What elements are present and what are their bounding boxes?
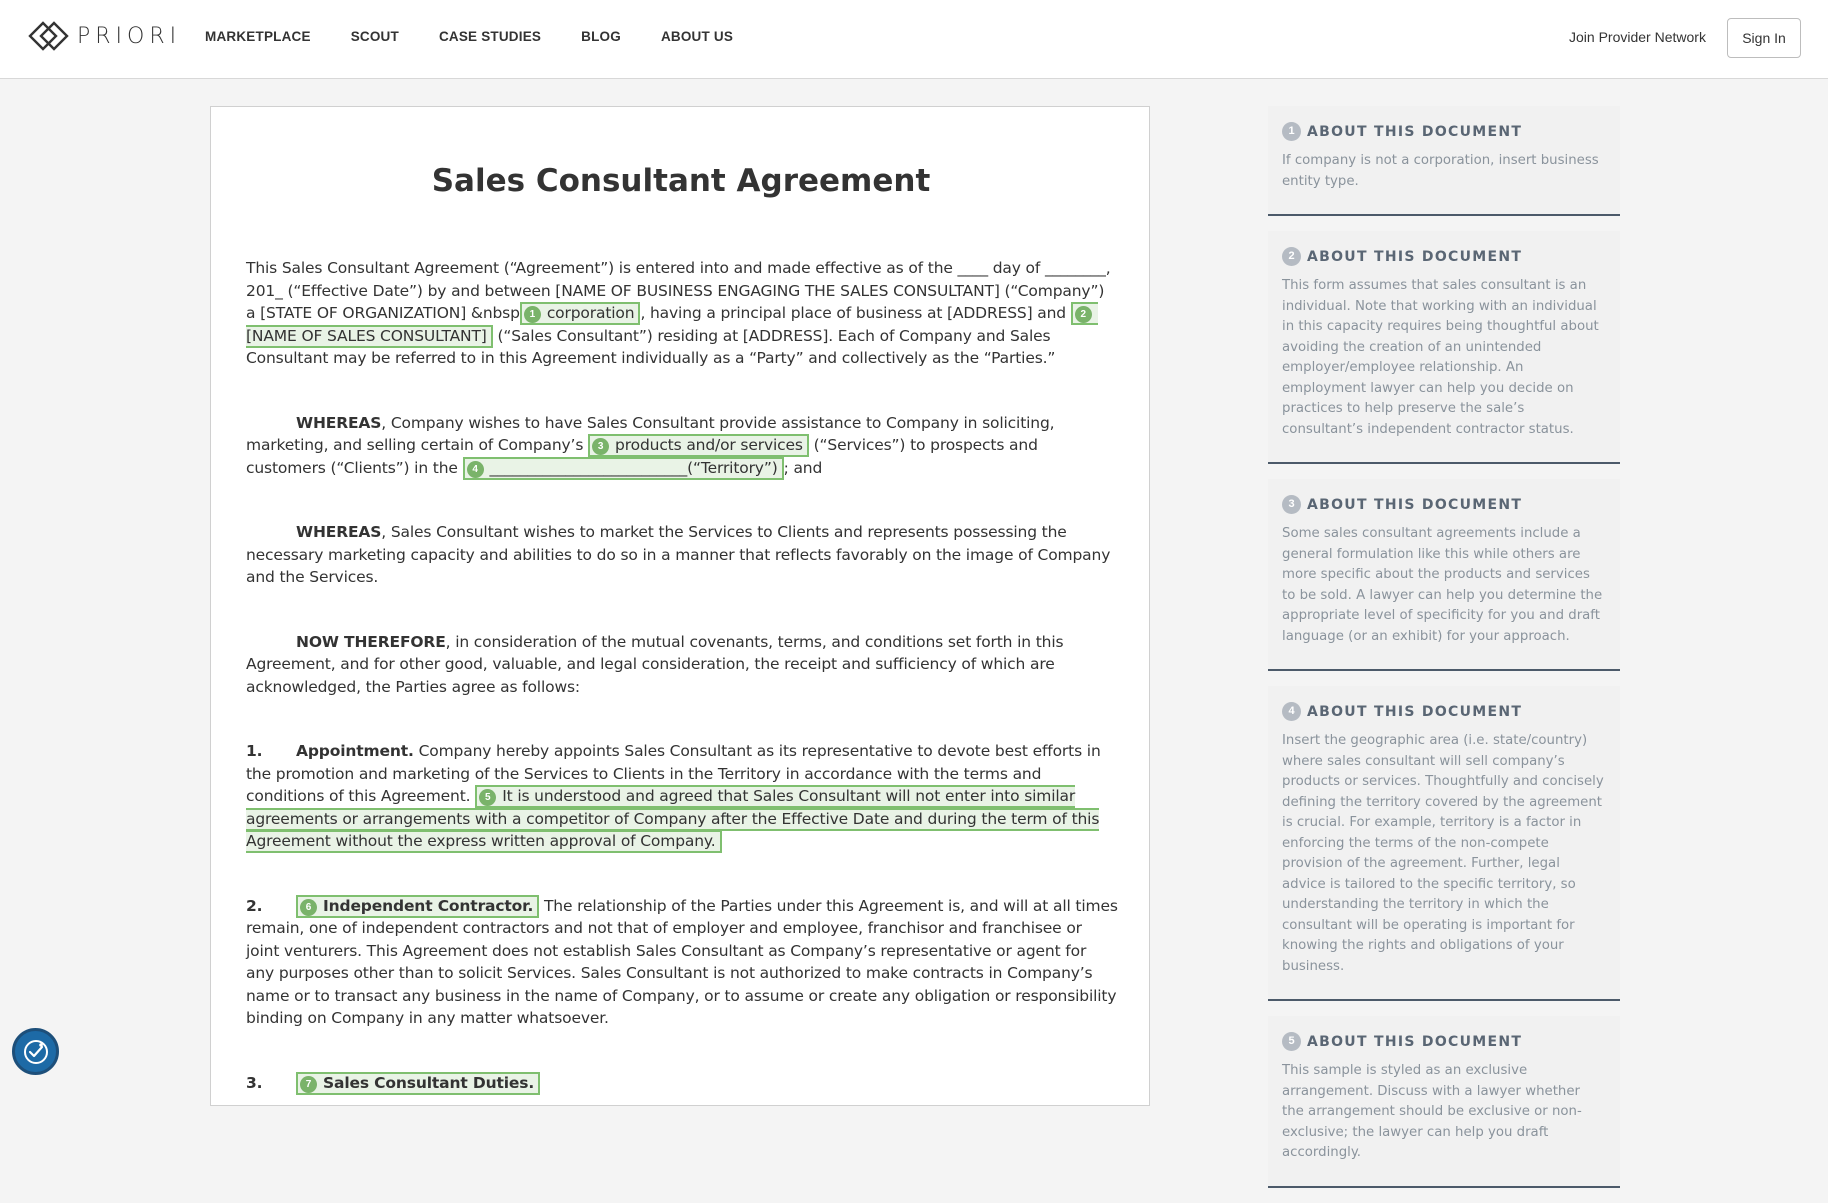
note-number-badge: 5 xyxy=(1282,1032,1301,1051)
note-number-badge: 2 xyxy=(1282,247,1301,266)
note-text: Some sales consultant agreements include a general formulation like this while others are more specific about the products and services to be sold. A lawyer can help you determine the appropriate level of specificity for you and draft language (or an exhibit) for your approach. xyxy=(1282,526,1603,644)
sign-in-button[interactable]: Sign In xyxy=(1727,18,1801,58)
section-number: 3. xyxy=(246,1073,263,1092)
document-paper xyxy=(210,106,1150,1106)
whereas-paragraph-1 xyxy=(246,412,1118,480)
top-navigation-bar xyxy=(0,0,1828,79)
text-run: ; and xyxy=(783,458,823,477)
text-run: The relationship of the Parties under this Agreement is, and will at all times remain, one of independent contractors and not that of employer and employee, franchisor and franchisee or joint venturers. This Agreement does not establish Sales Consultant as Company’s representative or agent for any purposes other than to solicit Services. Sales Consultant is not authorized to make contracts in Company’s name or to transact any business in the name of Company, or to assume or create any obligation or responsibility binding on Company in any matter whatsoever. xyxy=(246,896,1118,1027)
note-text: This sample is styled as an exclusive arrangement. Discuss with a lawyer whether the arrangement should be exclusive or non-exclusive; the lawyer can help you draft accordingly. xyxy=(1282,1063,1582,1160)
intro-paragraph xyxy=(246,257,1118,370)
text-run: , in consideration of the mutual covenants, terms, and conditions set forth in this Agreement, and for other good, valuable, and legal consideration, the receipt and sufficiency of which are acknowledged, the Parties agree as follows: xyxy=(246,632,1064,696)
text-run: This Sales Consultant Agreement (“Agreement”) is entered into and made effective as of the ____ day of ________, 201_ (“Effective Date”) by and between [NAME OF BUSINESS ENGAGING THE SALES CONSULTANT] (“Company”) a [STATE OF ORGANIZATION] &nbsp xyxy=(246,259,1111,322)
highlight-3[interactable] xyxy=(588,434,809,457)
highlight-text: It is understood and agreed that Sales Consultant will not enter into similar agreements or arrangements with a competitor of Company after the Effective Date and during the term of this Agreement without the express written approval of Company. xyxy=(246,787,1100,850)
note-text: Insert the geographic area (i.e. state/country) where sales consultant will sell company’s products or services. Thoughtfully and concisely defining the territory covered by the agreement is crucial. For example, territory is a factor in enforcing the terms of the non-compete provision of the agreement. Further, legal advice is tailored to the specific territory, so understanding the territory in which the consultant will be operating is important for knowing the rights and obligations of your business. xyxy=(1282,733,1604,974)
nav-marketplace[interactable]: MARKETPLACE xyxy=(205,29,311,44)
note-card-5[interactable] xyxy=(1268,1016,1620,1188)
section-3-duties xyxy=(246,1072,1118,1095)
section-heading: Independent Contractor. xyxy=(323,896,534,915)
section-number: 2. xyxy=(246,896,263,915)
section-heading: Appointment. xyxy=(296,742,414,760)
nav-case-studies[interactable]: CASE STUDIES xyxy=(438,29,542,44)
note-title: ABOUT THIS DOCUMENT xyxy=(1307,123,1523,140)
document-title: Sales Consultant Agreement xyxy=(431,163,931,199)
main-nav xyxy=(205,29,773,44)
annotation-badge-6: 6 xyxy=(300,899,317,916)
note-title: ABOUT THIS DOCUMENT xyxy=(1307,703,1523,720)
lead-word: WHEREAS xyxy=(296,413,382,432)
highlight-7[interactable] xyxy=(296,1072,540,1095)
note-title: ABOUT THIS DOCUMENT xyxy=(1307,248,1523,265)
note-title: ABOUT THIS DOCUMENT xyxy=(1307,496,1523,513)
accessibility-icon xyxy=(21,1037,51,1067)
lead-word: NOW THEREFORE xyxy=(296,632,446,651)
note-text: If company is not a corporation, insert business entity type. xyxy=(1282,153,1599,189)
note-header xyxy=(1282,702,1606,721)
highlight-4[interactable] xyxy=(463,457,784,480)
note-header xyxy=(1282,247,1606,266)
annotation-badge-5: 5 xyxy=(479,789,496,806)
annotation-badge-1: 1 xyxy=(524,306,541,323)
text-run: (“Services”) to prospects and customers (“Clients”) in the xyxy=(246,436,1038,477)
text-run: Company hereby appoints Sales Consultant as its representative to devote best efforts in the promotion and marketing of the Services to Clients in the Territory in accordance with the terms and conditions of this Agreement. xyxy=(246,742,1101,805)
section-number: 1. xyxy=(246,742,263,760)
note-card-4[interactable] xyxy=(1268,686,1620,1001)
section-1-appointment xyxy=(246,740,1118,853)
note-text: This form assumes that sales consultant is an individual. Note that working with an individual in this capacity requires being thoughtful about avoiding the creation of an unintended employer/employee relationship. An employment lawyer can help you decide on practices to help preserve the sale’s consultant’s independent contractor status. xyxy=(1282,278,1599,437)
annotation-sidebar xyxy=(1268,106,1620,1203)
section-heading: Sales Consultant Duties. xyxy=(323,1073,535,1092)
text-run: , having a principal place of business at [ADDRESS] and xyxy=(640,304,1071,322)
priori-logo[interactable] xyxy=(29,21,181,51)
document-body xyxy=(246,257,1118,1136)
highlight-text: products and/or services xyxy=(615,436,803,454)
note-card-1[interactable] xyxy=(1268,106,1620,216)
note-card-3[interactable] xyxy=(1268,479,1620,671)
text-run: , Company wishes to have Sales Consultant provide assistance to Company in soliciting, marketing, and selling certain of Company’s xyxy=(246,413,1055,454)
highlight-text: __________________________(“Territory”) xyxy=(489,458,778,477)
join-provider-network-link[interactable]: Join Provider Network xyxy=(1569,29,1706,45)
note-title: ABOUT THIS DOCUMENT xyxy=(1307,1033,1523,1050)
now-therefore-paragraph xyxy=(246,631,1118,699)
highlight-6[interactable] xyxy=(296,895,539,918)
accessibility-button[interactable] xyxy=(12,1028,59,1075)
note-number-badge: 3 xyxy=(1282,495,1301,514)
note-header xyxy=(1282,1032,1606,1051)
highlight-text: corporation xyxy=(546,304,635,322)
whereas-paragraph-2 xyxy=(246,521,1118,589)
nav-blog[interactable]: BLOG xyxy=(581,29,621,44)
note-number-badge: 1 xyxy=(1282,122,1301,141)
highlight-1[interactable] xyxy=(520,302,641,325)
text-run: , Sales Consultant wishes to market the Services to Clients and represents possessing the necessary marketing capacity and abilities to do so in a manner that reflects favorably on the image of Company and the Services. xyxy=(246,523,1111,586)
note-number-badge: 4 xyxy=(1282,702,1301,721)
annotation-badge-7: 7 xyxy=(300,1076,317,1093)
note-header xyxy=(1282,122,1606,141)
section-2-independent-contractor xyxy=(246,895,1118,1030)
annotation-badge-3: 3 xyxy=(592,438,609,455)
text-run: (“Sales Consultant”) residing at [ADDRESS]. Each of Company and Sales Consultant may be referred to in this Agreement individually as a “Party” and collectively as the “Parties.” xyxy=(246,326,1056,367)
priori-diamond-logo-icon xyxy=(29,21,69,51)
logo-text: PRIORI xyxy=(77,23,182,49)
note-header xyxy=(1282,495,1606,514)
annotation-badge-4: 4 xyxy=(467,461,484,478)
nav-about-us[interactable]: ABOUT US xyxy=(660,29,734,44)
highlight-text: [NAME OF SALES CONSULTANT] xyxy=(246,326,487,345)
note-card-2[interactable] xyxy=(1268,231,1620,464)
annotation-badge-2: 2 xyxy=(1075,306,1092,323)
lead-word: WHEREAS xyxy=(296,523,382,541)
nav-scout[interactable]: SCOUT xyxy=(350,29,399,44)
